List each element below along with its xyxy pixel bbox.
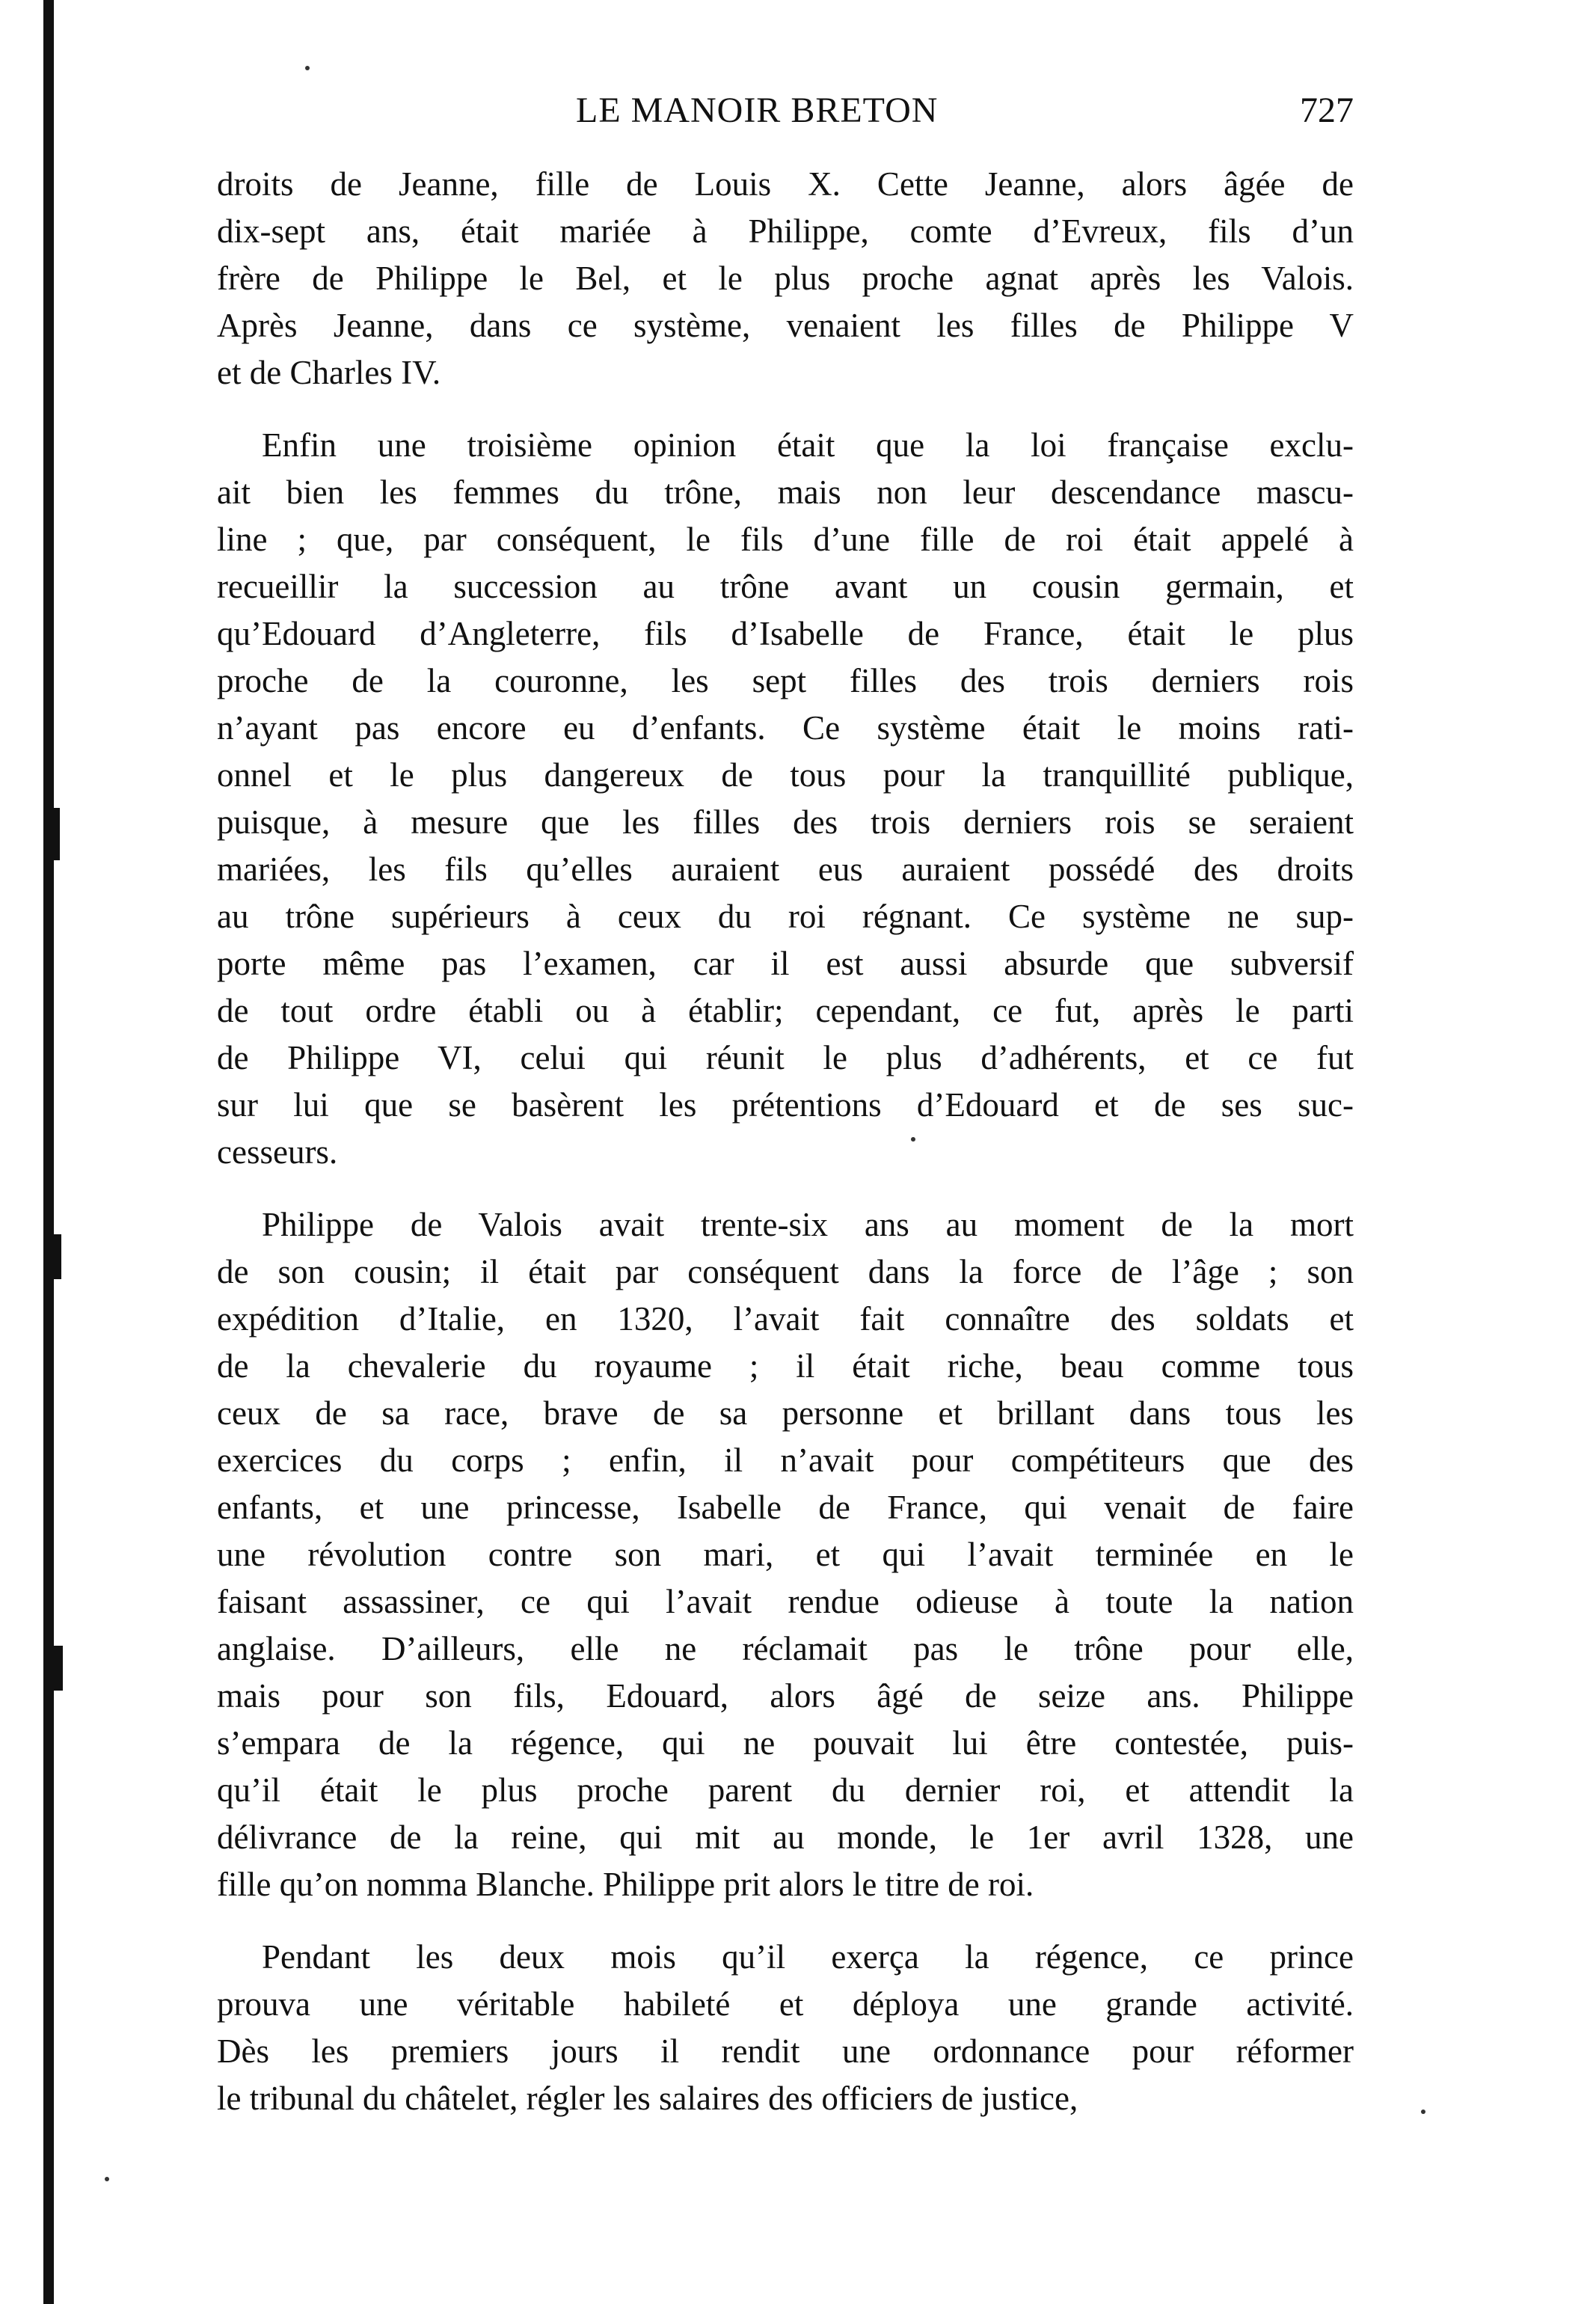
paragraph bbox=[217, 1201, 1354, 1908]
page-binding-edge bbox=[43, 0, 54, 2304]
text-line: cesseurs. bbox=[217, 1133, 338, 1171]
text-line: Dès les premiers jours il rendit une ordonnance pour réformer bbox=[217, 2032, 1354, 2070]
text-line: fille qu’on nomma Blanche. Philippe prit alors le titre de roi. bbox=[217, 1866, 1034, 1903]
running-head-title: LE MANOIR BRETON bbox=[576, 91, 939, 130]
paragraph bbox=[217, 161, 1354, 396]
page-number: 727 bbox=[1300, 91, 1354, 130]
text-line: enfants, et une princesse, Isabelle de France, qui venait de faire bbox=[217, 1489, 1354, 1526]
text-line: s’empara de la régence, qui ne pouvait lui être contestée, puis- bbox=[217, 1724, 1354, 1762]
text-line: de son cousin; il était par conséquent dans la force de l’âge ; son bbox=[217, 1253, 1354, 1290]
text-line: onnel et le plus dangereux de tous pour la tranquillité publique, bbox=[217, 756, 1354, 794]
text-line: ait bien les femmes du trône, mais non leur descendance mascu- bbox=[217, 474, 1354, 511]
text-line: qu’Edouard d’Angleterre, fils d’Isabelle de France, était le plus bbox=[217, 615, 1354, 652]
text-line: exercices du corps ; enfin, il n’avait pour compétiteurs que des bbox=[217, 1441, 1354, 1479]
print-speck bbox=[305, 66, 310, 70]
paragraph bbox=[217, 422, 1354, 1176]
text-line: frère de Philippe le Bel, et le plus proche agnat après les Valois. bbox=[217, 260, 1354, 297]
paragraph-gap bbox=[217, 1176, 1354, 1201]
text-line: délivrance de la reine, qui mit au monde, le 1er avril 1328, une bbox=[217, 1819, 1354, 1856]
print-speck bbox=[105, 2177, 109, 2181]
paragraph-gap bbox=[217, 1908, 1354, 1934]
text-line: qu’il était le plus proche parent du dernier roi, et attendit la bbox=[217, 1771, 1354, 1809]
text-line: recueillir la succession au trône avant un cousin germain, et bbox=[217, 568, 1354, 605]
page-body bbox=[217, 161, 1354, 2122]
binding-notch bbox=[54, 1234, 61, 1279]
text-line: prouva une véritable habileté et déploya une grande activité. bbox=[217, 1985, 1354, 2023]
text-line: proche de la couronne, les sept filles des trois derniers rois bbox=[217, 662, 1354, 699]
print-speck bbox=[911, 1137, 915, 1142]
text-line: dix-sept ans, était mariée à Philippe, comte d’Evreux, fils d’un bbox=[217, 212, 1354, 250]
running-head bbox=[217, 88, 1354, 133]
text-line: faisant assassiner, ce qui l’avait rendue odieuse à toute la nation bbox=[217, 1583, 1354, 1620]
text-line: de Philippe VI, celui qui réunit le plus d’adhérents, et ce fut bbox=[217, 1039, 1354, 1076]
text-line: Philippe de Valois avait trente-six ans au moment de la mort bbox=[262, 1206, 1354, 1243]
text-line: n’ayant pas encore eu d’enfants. Ce système était le moins rati- bbox=[217, 709, 1354, 747]
text-line: une révolution contre son mari, et qui l’avait terminée en le bbox=[217, 1536, 1354, 1573]
text-line: sur lui que se basèrent les prétentions d’Edouard et de ses suc- bbox=[217, 1086, 1354, 1124]
text-line: porte même pas l’examen, car il est aussi absurde que subversif bbox=[217, 945, 1354, 982]
text-line: et de Charles IV. bbox=[217, 354, 441, 391]
text-line: mariées, les fils qu’elles auraient eus auraient possédé des droits bbox=[217, 851, 1354, 888]
text-line: Pendant les deux mois qu’il exerça la régence, ce prince bbox=[262, 1938, 1354, 1976]
text-line: puisque, à mesure que les filles des trois derniers rois se seraient bbox=[217, 803, 1354, 841]
text-line: de tout ordre établi ou à établir; cependant, ce fut, après le parti bbox=[217, 992, 1354, 1029]
text-line: ceux de sa race, brave de sa personne et brillant dans tous les bbox=[217, 1394, 1354, 1432]
text-line: line ; que, par conséquent, le fils d’une fille de roi était appelé à bbox=[217, 521, 1354, 558]
text-line: le tribunal du châtelet, régler les salaires des officiers de justice, bbox=[217, 2080, 1078, 2117]
text-line: mais pour son fils, Edouard, alors âgé de seize ans. Philippe bbox=[217, 1677, 1354, 1715]
text-line: Après Jeanne, dans ce système, venaient les filles de Philippe V bbox=[217, 307, 1354, 344]
text-line: droits de Jeanne, fille de Louis X. Cette Jeanne, alors âgée de bbox=[217, 165, 1354, 203]
binding-notch bbox=[54, 808, 60, 860]
text-line: au trône supérieurs à ceux du roi régnant. Ce système ne sup- bbox=[217, 898, 1354, 935]
text-line: expédition d’Italie, en 1320, l’avait fait connaître des soldats et bbox=[217, 1300, 1354, 1338]
binding-notch bbox=[54, 1646, 63, 1691]
paragraph-gap bbox=[217, 396, 1354, 422]
text-line: anglaise. D’ailleurs, elle ne réclamait pas le trône pour elle, bbox=[217, 1630, 1354, 1667]
text-line: de la chevalerie du royaume ; il était riche, beau comme tous bbox=[217, 1347, 1354, 1385]
paragraph bbox=[217, 1934, 1354, 2122]
print-speck bbox=[1421, 2110, 1425, 2114]
text-line: Enfin une troisième opinion était que la loi française exclu- bbox=[262, 426, 1354, 464]
